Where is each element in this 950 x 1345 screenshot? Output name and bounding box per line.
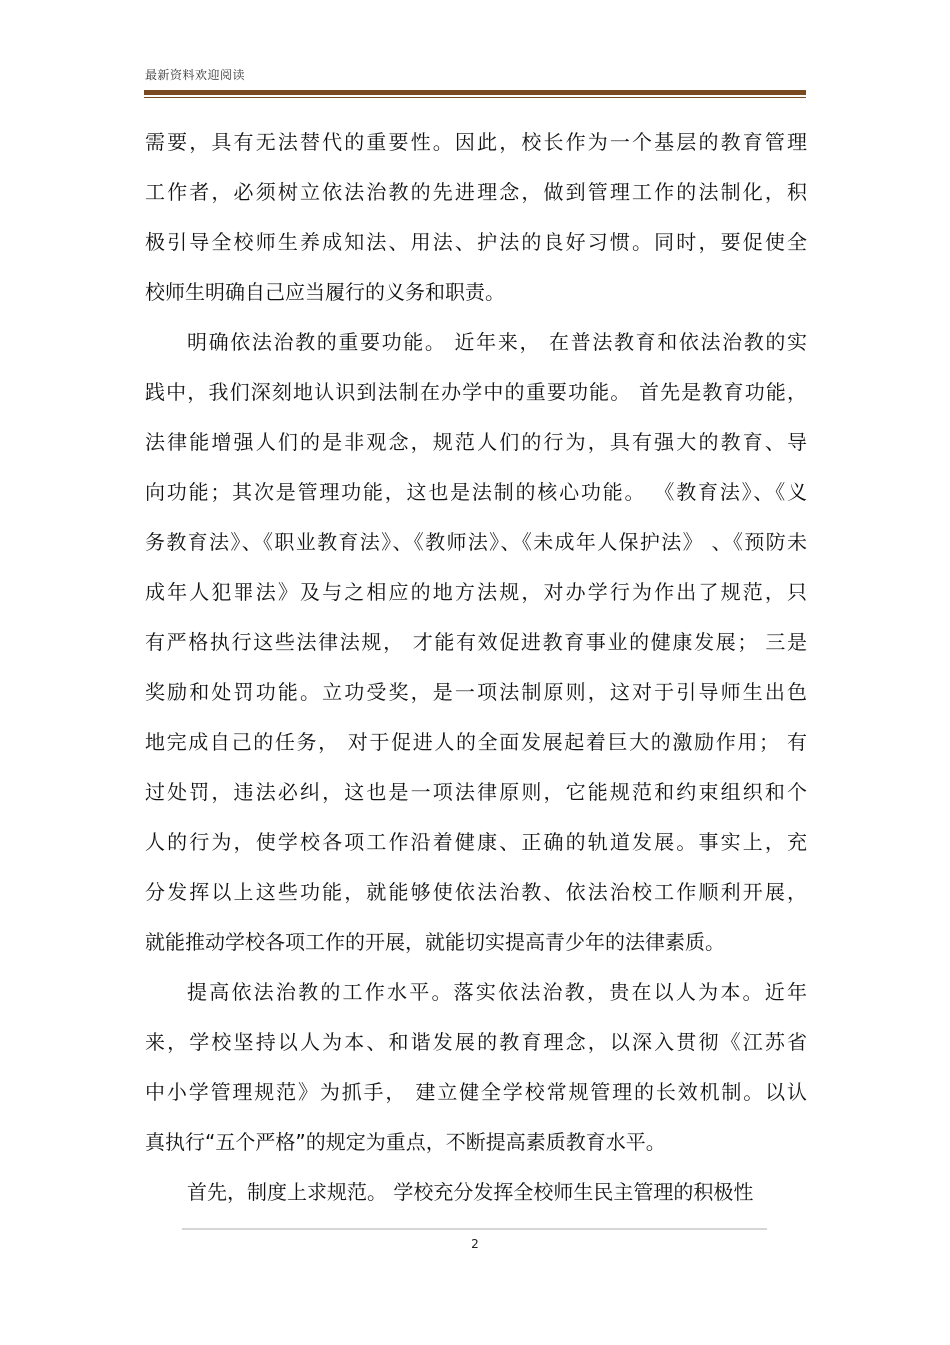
text-line: 真执行“五个严格”的规定为重点，不断提高素质教育水平。 (145, 1130, 666, 1154)
text-line: 法律能增强人们的是非观念，规范人们的行为，具有强大的教育、导 (145, 430, 807, 454)
text-line: 工作者，必须树立依法治教的先进理念，做到管理工作的法制化，积 (145, 180, 807, 204)
header-text: 最新资料欢迎阅读 (145, 68, 246, 82)
text-line: 校师生明确自己应当履行的义务和职责。 (145, 280, 505, 304)
paragraph-start-line: 明确依法治教的重要功能。 近年来， 在普法教育和依法治教的实 (187, 330, 807, 354)
text-line: 就能推动学校各项工作的开展，就能切实提高青少年的法律素质。 (145, 930, 725, 954)
text-line: 务教育法》、《职业教育法》、《教师法》、《未成年人保护法》 、《预防未 (145, 530, 807, 554)
text-line: 有严格执行这些法律法规， 才能有效促进教育事业的健康发展； 三是 (145, 630, 807, 654)
text-line: 来，学校坚持以人为本、和谐发展的教育理念，以深入贯彻《江苏省 (145, 1030, 807, 1054)
page-number: 2 (471, 1237, 479, 1251)
header-divider (144, 90, 806, 98)
text-line: 奖励和处罚功能。立功受奖，是一项法制原则，这对于引导师生出色 (145, 680, 807, 704)
footer-divider (182, 1228, 767, 1230)
text-line: 践中，我们深刻地认识到法制在办学中的重要功能。 首先是教育功能， (145, 380, 807, 404)
text-line: 极引导全校师生养成知法、用法、护法的良好习惯。同时，要促使全 (145, 230, 807, 254)
text-line: 人的行为，使学校各项工作沿着健康、正确的轨道发展。事实上，充 (145, 830, 807, 854)
text-line: 过处罚，违法必纠，这也是一项法律原则，它能规范和约束组织和个 (145, 780, 807, 804)
text-line: 中小学管理规范》为抓手， 建立健全学校常规管理的长效机制。以认 (145, 1080, 807, 1104)
paragraph-start-line: 提高依法治教的工作水平。落实依法治教，贵在以人为本。近年 (187, 980, 807, 1004)
document-body (145, 124, 807, 1224)
text-line: 需要，具有无法替代的重要性。因此，校长作为一个基层的教育管理 (145, 130, 807, 154)
paragraph-start-line: 首先，制度上求规范。 学校充分发挥全校师生民主管理的积极性 (187, 1180, 754, 1204)
text-line: 成年人犯罪法》及与之相应的地方法规，对办学行为作出了规范，只 (145, 580, 807, 604)
text-line: 地完成自己的任务， 对于促进人的全面发展起着巨大的激励作用； 有 (145, 730, 807, 754)
text-line: 分发挥以上这些功能，就能够使依法治教、依法治校工作顺利开展， (145, 880, 807, 904)
text-line: 向功能；其次是管理功能，这也是法制的核心功能。 《教育法》、《义 (145, 480, 807, 504)
